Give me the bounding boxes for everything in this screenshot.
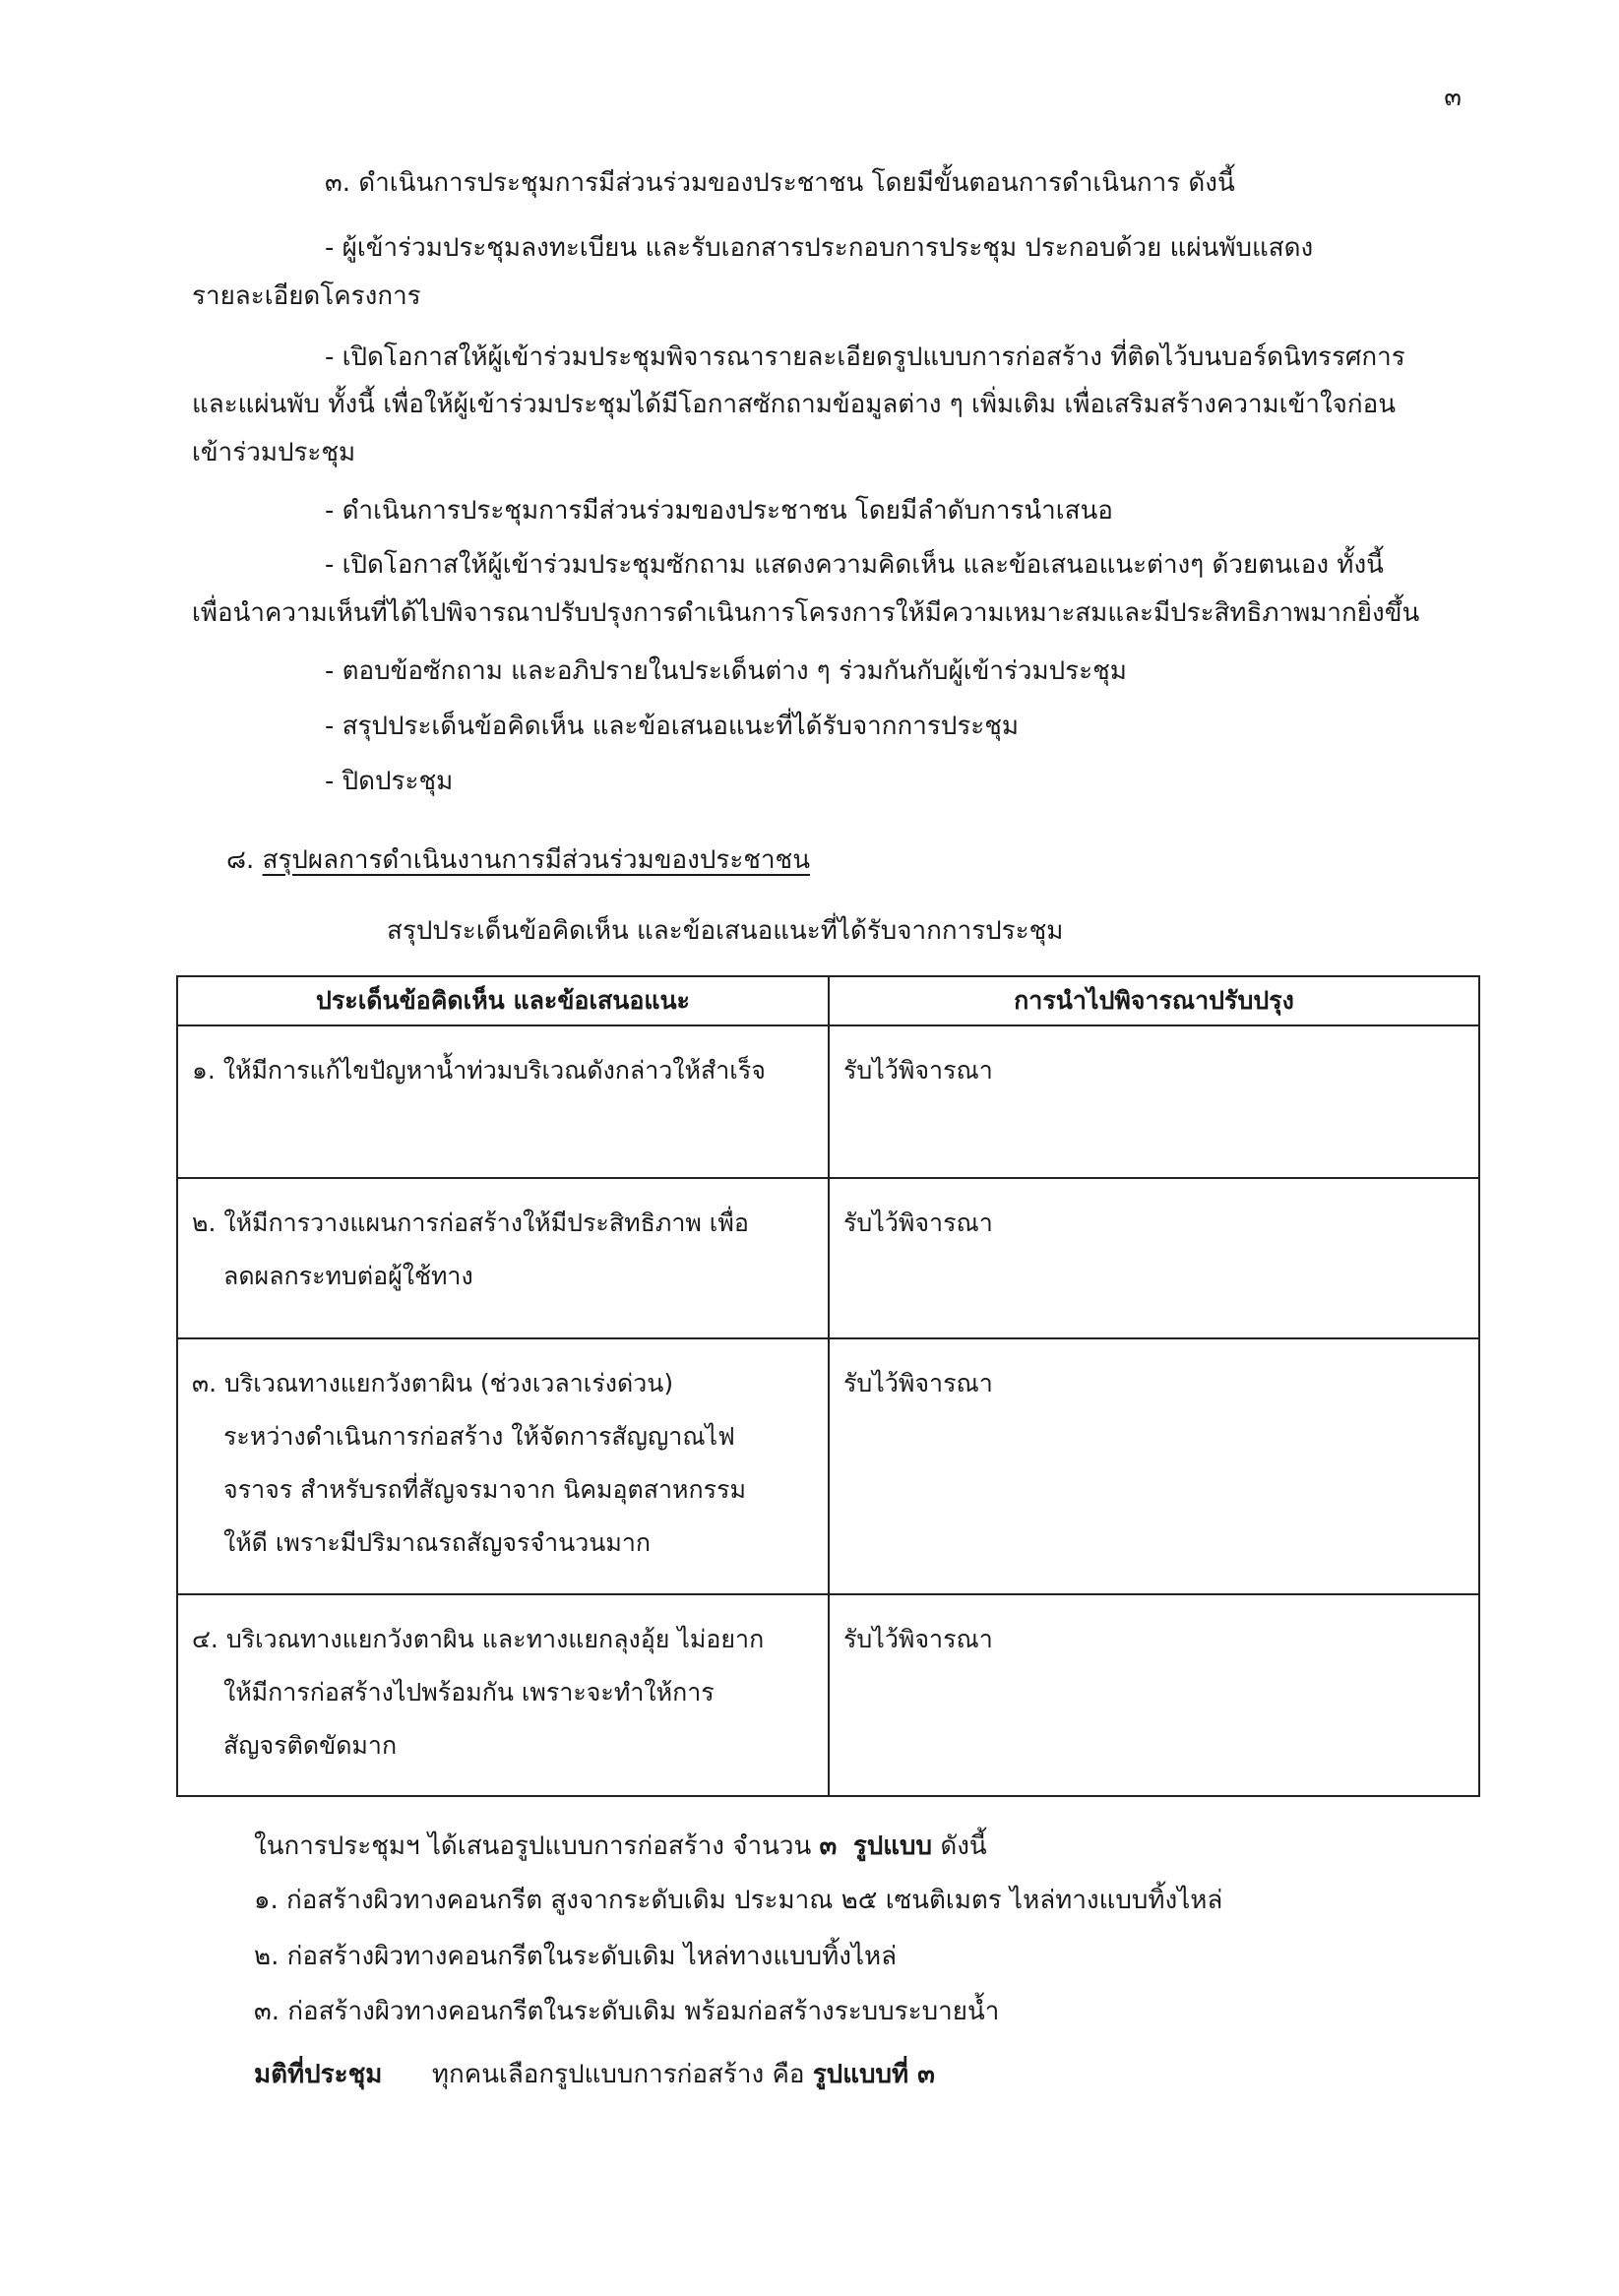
table-row xyxy=(177,1178,1479,1338)
option-3: ๓. ก่อสร้างผิวทางคอนกรีตในระดับเดิม พร้อมก่อสร้างระบบระบายน้ำ xyxy=(254,1997,1000,2026)
issue-line: ๔. บริเวณทางแยกวังตาผิน และทางแยกลุงอุ้ย ไม่อยาก xyxy=(192,1625,765,1653)
action-cell: รับไว้พิจารณา xyxy=(829,1178,1479,1338)
header-action: การนำไปพิจารณาปรับปรุง xyxy=(829,976,1479,1025)
proposal-count: ๓ xyxy=(819,1831,838,1861)
step-4-line-1: - เปิดโอกาสให้ผู้เข้าร่วมประชุมซักถาม แสดงความคิดเห็น และข้อเสนอแนะต่างๆ ด้วยตนเอง ทั้งนี้ xyxy=(325,550,1384,580)
section3-intro: ๓. ดำเนินการประชุมการมีส่วนร่วมของประชาชน โดยมีขั้นตอนการดำเนินการ ดังนี้ xyxy=(325,168,1235,198)
issue-line: ให้มีการก่อสร้างไปพร้อมกัน เพราะจะทำให้การ xyxy=(223,1678,715,1706)
proposal-line xyxy=(254,1819,987,1874)
table-row xyxy=(177,1025,1479,1178)
feedback-table xyxy=(176,975,1480,1797)
page-number: ๓ xyxy=(1444,83,1462,112)
proposal-pre: ในการประชุมฯ ได้เสนอรูปแบบการก่อสร้าง จำนวน xyxy=(254,1831,820,1861)
issue-line: ลดผลกระทบต่อผู้ใช้ทาง xyxy=(223,1262,473,1290)
table-row xyxy=(177,1594,1479,1796)
step-5-line-1: - ตอบข้อซักถาม และอภิปรายในประเด็นต่าง ๆ ร่วมกันกับผู้เข้าร่วมประชุม xyxy=(325,656,1127,686)
step-2-line-2: และแผ่นพับ ทั้งนี้ เพื่อให้ผู้เข้าร่วมประชุมได้มีโอกาสซักถามข้อมูลต่าง ๆ เพิ่มเติม เพื่อเสริมสร้างความเข้าใจก่อน xyxy=(192,390,1397,419)
resolution-text: ทุกคนเลือกรูปแบบการก่อสร้าง คือ xyxy=(431,2060,813,2089)
proposal-unit: รูปแบบ xyxy=(852,1831,933,1861)
step-1-line-1: - ผู้เข้าร่วมประชุมลงทะเบียน และรับเอกสารประกอบการประชุม ประกอบด้วย แผ่นพับแสดง xyxy=(325,233,1314,263)
section8-title: สรุปผลการดำเนินงานการมีส่วนร่วมของประชาชน xyxy=(262,845,810,875)
step-2-line-1: - เปิดโอกาสให้ผู้เข้าร่วมประชุมพิจารณารายละเอียดรูปแบบการก่อสร้าง ที่ติดไว้บนบอร์ดนิทรรศการ xyxy=(325,342,1405,372)
step-6-line-1: - สรุปประเด็นข้อคิดเห็น และข้อเสนอแนะที่ได้รับจากการประชุม xyxy=(325,712,1020,741)
issue-line: จราจร สำหรับรถที่สัญจรมาจาก นิคมอุตสาหกรรม xyxy=(223,1475,746,1504)
issue-line: ระหว่างดำเนินการก่อสร้าง ให้จัดการสัญญาณไฟ xyxy=(223,1422,735,1451)
resolution-label: มติที่ประชุม xyxy=(254,2060,383,2089)
proposal-post: ดังนี้ xyxy=(932,1831,987,1861)
table-caption: สรุปประเด็นข้อคิดเห็น และข้อเสนอแนะที่ได้รับจากการประชุม xyxy=(387,916,1064,946)
issue-cell xyxy=(177,1594,829,1796)
issue-line: ๓. บริเวณทางแยกวังตาผิน (ช่วงเวลาเร่งด่วน) xyxy=(192,1369,674,1397)
header-issue: ประเด็นข้อคิดเห็น และข้อเสนอแนะ xyxy=(177,976,829,1025)
action-cell: รับไว้พิจารณา xyxy=(829,1594,1479,1796)
option-2: ๒. ก่อสร้างผิวทางคอนกรีตในระดับเดิม ไหล่ทางแบบทิ้งไหล่ xyxy=(254,1942,898,1971)
issue-line: สัญจรติดขัดมาก xyxy=(223,1731,398,1760)
step-3-line-1: - ดำเนินการประชุมการมีส่วนร่วมของประชาชน โดยมีลำดับการนำเสนอ xyxy=(325,496,1113,526)
section8-number: ๘. xyxy=(226,845,255,875)
action-cell: รับไว้พิจารณา xyxy=(829,1025,1479,1178)
resolution-line xyxy=(254,2047,935,2102)
table-header-row xyxy=(177,976,1479,1025)
issue-line: ให้ดี เพราะมีปริมาณรถสัญจรจำนวนมาก xyxy=(223,1528,652,1557)
option-1: ๑. ก่อสร้างผิวทางคอนกรีต สูงจากระดับเดิม ประมาณ ๒๕ เซนติเมตร ไหล่ทางแบบทิ้งไหล่ xyxy=(254,1886,1223,1915)
table-row xyxy=(177,1338,1479,1594)
resolution-choice: รูปแบบที่ ๓ xyxy=(812,2060,935,2089)
action-cell: รับไว้พิจารณา xyxy=(829,1338,1479,1594)
issue-cell xyxy=(177,1178,829,1338)
step-2-line-3: เข้าร่วมประชุม xyxy=(192,438,356,467)
issue-line: ๒. ให้มีการวางแผนการก่อสร้างให้มีประสิทธิภาพ เพื่อ xyxy=(192,1209,749,1237)
issue-line: ๑. ให้มีการแก้ไขปัญหาน้ำท่วมบริเวณดังกล่าวให้สำเร็จ xyxy=(192,1056,766,1085)
issue-cell xyxy=(177,1025,829,1178)
section8-heading xyxy=(226,833,810,888)
step-4-line-2: เพื่อนำความเห็นที่ได้ไปพิจารณาปรับปรุงการดำเนินการโครงการให้มีความเหมาะสมและมีประสิทธิภาพมากยิ่งขึ้น xyxy=(192,598,1420,628)
issue-cell xyxy=(177,1338,829,1594)
step-7-line-1: - ปิดประชุม xyxy=(325,767,454,796)
step-1-line-2: รายละเอียดโครงการ xyxy=(192,281,421,311)
